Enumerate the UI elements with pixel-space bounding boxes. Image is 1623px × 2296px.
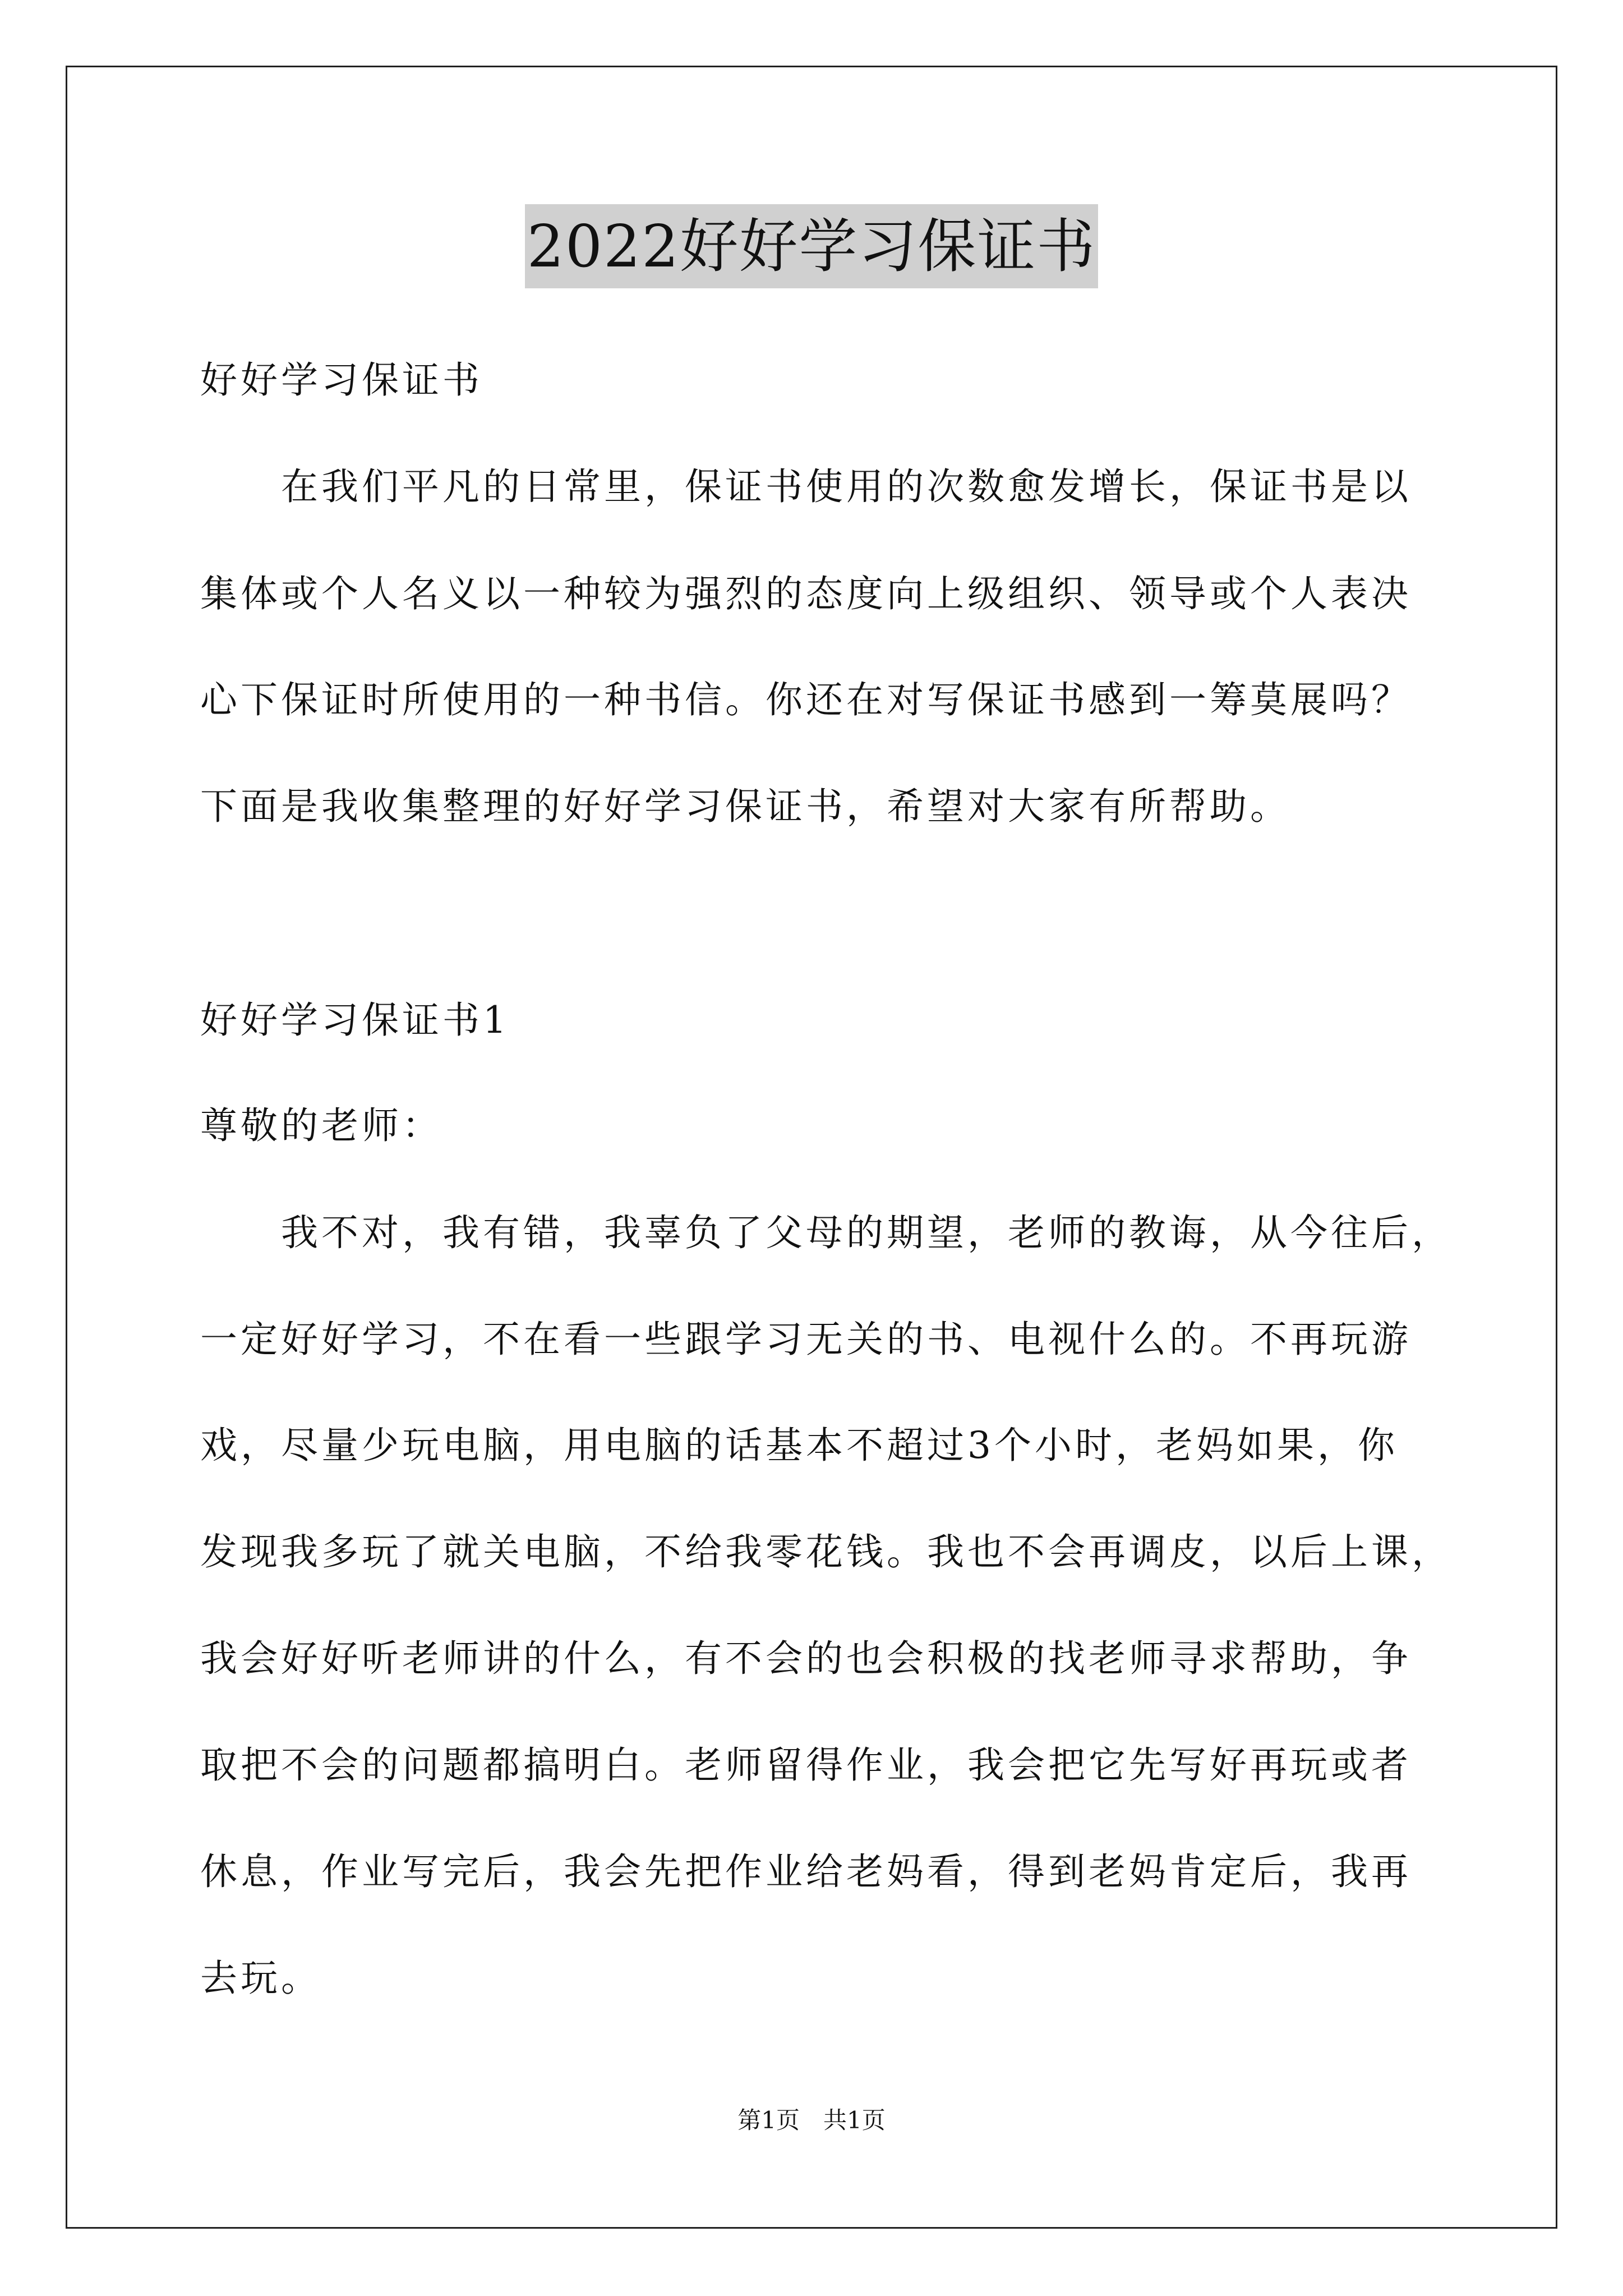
text-line: 休息，作业写完后，我会先把作业给老妈看，得到老妈肯定后，我再 [200,1850,1412,1893]
title-container [0,204,1623,288]
document-title: 2022好好学习保证书 [525,204,1099,288]
text-line: 发现我多玩了就关电脑，不给我零花钱。我也不会再调皮，以后上课， [200,1530,1452,1573]
text-line: 集体或个人名义以一种较为强烈的态度向上级组织、领导或个人表决 [200,572,1412,615]
text-line: 去玩。 [200,1957,321,2000]
section-heading: 好好学习保证书1 [200,999,510,1042]
text-line: 下面是我收集整理的好好学习保证书，希望对大家有所帮助。 [200,785,1290,828]
subtitle-line: 好好学习保证书 [200,358,483,402]
page-number: 第1页 共1页 [737,2106,886,2134]
text-line: 在我们平凡的日常里，保证书使用的次数愈发增长，保证书是以 [200,465,1412,508]
salutation-line: 尊敬的老师： [200,1104,442,1147]
text-line: 一定好好学习，不在看一些跟学习无关的书、电视什么的。不再玩游 [200,1318,1412,1361]
text-line: 心下保证时所使用的一种书信。你还在对写保证书感到一筹莫展吗？ [200,678,1412,721]
text-line: 戏，尽量少玩电脑，用电脑的话基本不超过3个小时，老妈如果，你 [200,1424,1398,1467]
text-line: 取把不会的问题都搞明白。老师留得作业，我会把它先写好再玩或者 [200,1743,1412,1787]
text-line: 我会好好听老师讲的什么，有不会的也会积极的找老师寻求帮助，争 [200,1637,1412,1680]
page-footer [0,2104,1623,2137]
text-line: 我不对，我有错，我辜负了父母的期望，老师的教诲，从今往后， [200,1211,1452,1254]
